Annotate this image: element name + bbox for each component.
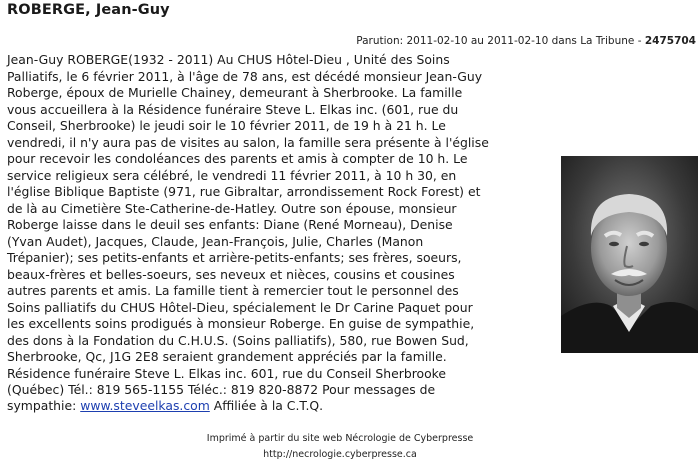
publication-info — [356, 35, 696, 47]
obituary-text: Jean-Guy ROBERGE(1932 - 2011) Au CHUS Hôtel-Dieu , Unité des Soins Palliatifs, le 6 février 2011, à l'âge de 78 ans, est décédé monsieur Jean-Guy Roberge, époux de Murielle Chainey, demeurant à Sherbrooke. La famille vous accueillera à la Résidence funéraire Steve L. Elkas inc. (601, rue du Conseil, Sherbrooke) le jeudi soir le 10 février 2011, de 19 h à 21 h. Le vendredi, il n'y aura pas de visites au salon, la famille sera présente à l'église pour recevoir les condoléances des parents et amis à compter de 10 h. Le service religieux sera célébré, le vendredi 11 février 2011, à 10 h 30, en l'église Biblique Baptiste (971, rue Gibraltar, arrondissement Rock Forest) et de là au Cimetière Ste-Catherine-de-Hatley. Outre son épouse, monsieur Roberge laisse dans le deuil ses enfants: Diane (René Morneau), Denise (Yvan Audet), Jacques, Claude, Jean-François, Julie, Charles (Manon Trépanier); ses petits-enfants et arrière-petits-enfants; ses frères, soeurs, beaux-frères et belles-soeurs, ses neveux et nièces, cousins et cousines autres parents et amis. La famille tient à remercier tout le personnel des Soins palliatifs du CHUS Hôtel-Dieu, spécialement le Dr Carine Paquet pour les excellents soins prodigués à monsieur Roberge. En guise de sympathie, des dons à la Fondation du C.H.U.S. (Soins palliatifs), 580, rue Bowen Sud, Sherbrooke, Qc, J1G 2E8 seraient grandement appréciés par la famille. Résidence funéraire Steve L. Elkas inc. 601, rue du Conseil Sherbrooke (Québec) Tél.: 819 565-1155 Téléc.: 819 820-8872 Pour messages de — [7, 52, 489, 397]
sympathy-line — [7, 398, 323, 415]
funeral-home-link[interactable]: www.steveelkas.com — [80, 398, 210, 413]
affiliation-text: Affiliée à la C.T.Q. — [213, 398, 324, 413]
publication-separator: - — [637, 35, 642, 47]
portrait-photo — [561, 156, 698, 353]
footer-url: http://necrologie.cyberpresse.ca — [263, 449, 417, 460]
publication-label: Parution: — [356, 35, 404, 47]
sympathy-prefix: sympathie: — [7, 398, 77, 413]
publication-dates: 2011-02-10 au 2011-02-10 dans La Tribune — [406, 35, 635, 47]
publication-number: 2475704 — [644, 35, 696, 47]
page-title: ROBERGE, Jean-Guy — [7, 2, 170, 18]
footer-printed-from: Imprimé à partir du site web Nécrologie de Cyberpresse — [206, 433, 474, 444]
